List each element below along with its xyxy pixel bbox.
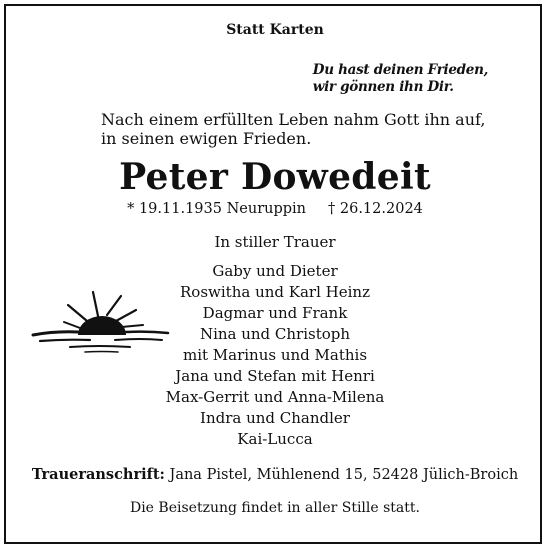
mourner: Jana und Stefan mit Henri [175,367,375,385]
header-statt-karten: Statt Karten [226,22,324,38]
mourning-address [0,466,550,483]
birth-date: * 19.11.1935 Neuruppin [127,201,307,217]
mourner: Indra und Chandler [200,409,350,427]
life-dates [0,201,550,217]
setting-sun-icon [30,290,170,355]
mourner: Gaby und Dieter [212,262,338,280]
motto-line-2: wir gönnen ihn Dir. [312,79,454,95]
address-label: Traueranschrift: [31,466,165,483]
mourning-line: In stiller Trauer [214,233,336,251]
death-date: † 26.12.2024 [328,201,423,217]
mourner: Kai-Lucca [237,430,313,448]
mourner: Roswitha und Karl Heinz [180,283,370,301]
motto [313,62,488,96]
intro-text [101,110,485,148]
deceased-name: Peter Dowedeit [119,156,431,198]
mourner: Nina und Christoph [199,325,351,343]
burial-note: Die Beisetzung findet in aller Stille statt. [129,500,420,516]
address-value: Jana Pistel, Mühlenend 15, 52428 Jülich-Broich [169,467,519,483]
intro-line-2: in seinen ewigen Frieden. [101,129,312,148]
mourner: Max-Gerrit und Anna-Milena [165,388,385,406]
motto-line-1: Du hast deinen Frieden, [312,62,488,78]
mourner: mit Marinus und Mathis [182,346,368,364]
intro-line-1: Nach einem erfüllten Leben nahm Gott ihn auf, [101,110,486,129]
mourner: Dagmar und Frank [202,304,348,322]
